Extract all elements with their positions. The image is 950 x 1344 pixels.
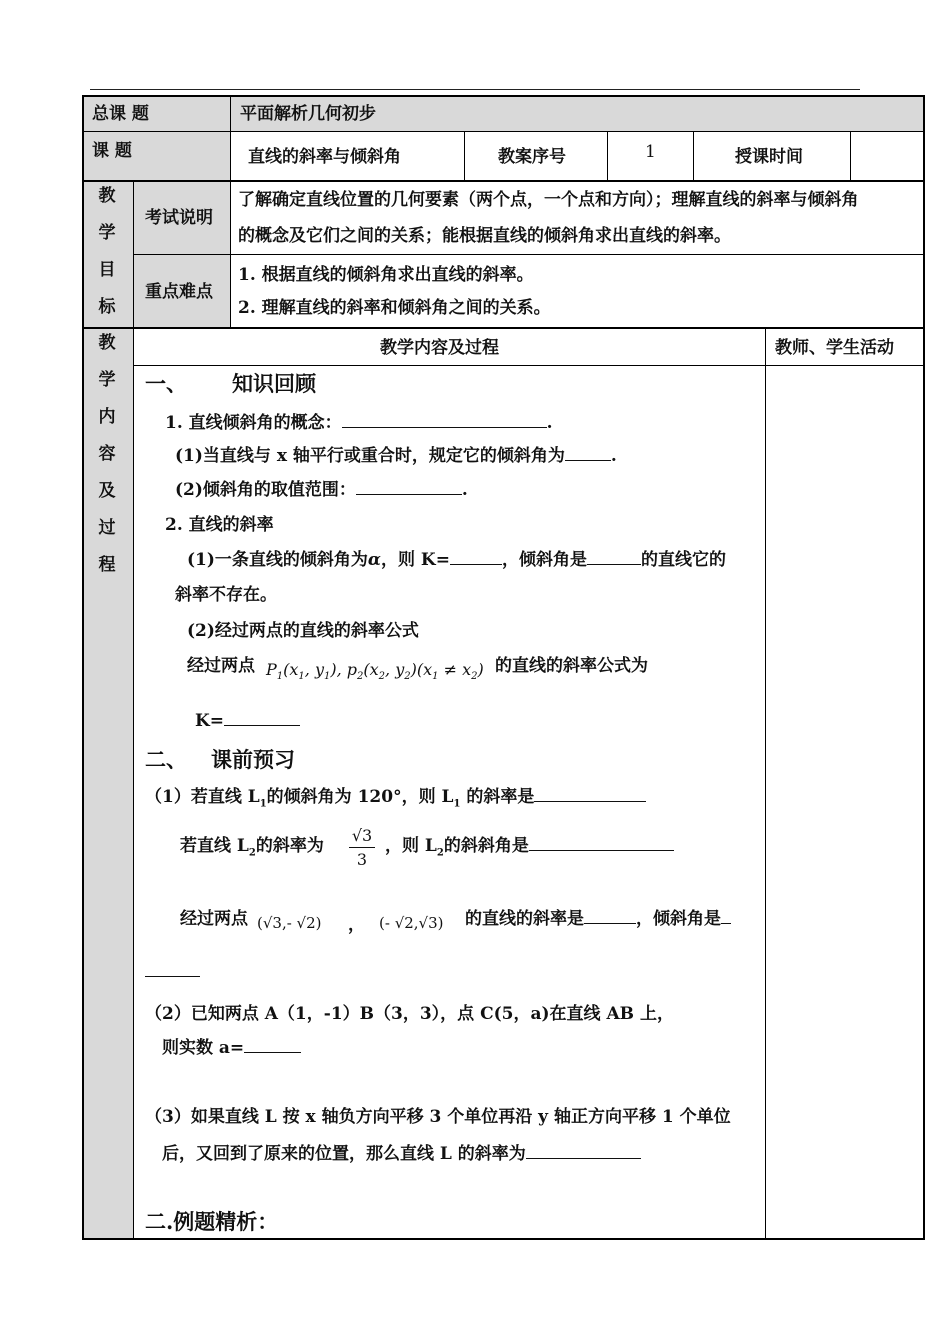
s1-item1-sub2: (2)倾斜角的取值范围： .: [175, 480, 468, 500]
topic-value: 直线的斜率与倾斜角: [248, 147, 401, 167]
q1-line3-wrap-blank: [145, 962, 200, 982]
exam-text-line2: 的概念及它们之间的关系；能根据直线的倾斜角求出直线的斜率。: [238, 226, 731, 246]
plan-no-label: 教案序号: [498, 147, 566, 167]
total-topic-label: 总课 题: [92, 104, 149, 124]
q1-fraction: √3 3: [347, 826, 377, 869]
time-label: 授课时间: [735, 147, 803, 167]
section1-number: 一、: [145, 371, 187, 396]
s1-item2: 2. 直线的斜率: [165, 515, 274, 535]
key-item-1: 1. 根据直线的倾斜角求出直线的斜率。: [238, 265, 534, 285]
exam-text-line1: 了解确定直线位置的几何要素（两个点，一个点和方向）；理解直线的斜率与倾斜角: [238, 190, 859, 210]
s1-item1-sub1: (1)当直线与 x 轴平行或重合时，规定它的倾斜角为 .: [175, 446, 617, 466]
content-header-main: 教学内容及过程: [380, 338, 499, 358]
s1-k: K=: [195, 711, 300, 731]
header-rule: [90, 89, 860, 90]
content-side-label: 教 学 内 容 及 过 程: [98, 333, 116, 575]
plan-no-value: 1: [645, 142, 656, 162]
q1-point-2: (- √2,√3): [379, 914, 444, 932]
s1-item2-sub1-cont: 斜率不存在。: [175, 585, 277, 605]
key-label: 重点难点: [145, 282, 213, 302]
s1-item2-sub1: (1)一条直线的倾斜角为α，则 K= ，倾斜角是 的直线它的: [187, 550, 726, 570]
section2-number: 二、: [145, 747, 187, 772]
q1-line2-b: ，则 $L_2$的斜斜角是: [385, 831, 674, 858]
q2-line1: （2）已知两点 A（1，-1）B（3，3），点 C(5，a)在直线 AB 上，: [145, 1004, 674, 1024]
total-topic-value: 平面解析几何初步: [240, 104, 376, 124]
s1-formula-suffix: 的直线的斜率公式为: [495, 656, 648, 676]
section3-title: 二.例题精析：: [145, 1209, 279, 1234]
s1-formula-prefix: 经过两点: [187, 656, 255, 676]
q1-line1: （1）若直线 $L_1$的倾斜角为 120°，则 $L_1$ 的斜率是: [145, 782, 646, 809]
goals-side-label: 教 学 目 标: [98, 186, 116, 317]
key-item-2: 2. 理解直线的斜率和倾斜角之间的关系。: [238, 298, 551, 318]
s1-item1: 1. 直线倾斜角的概念： .: [165, 413, 553, 433]
section1-title: 知识回顾: [232, 371, 316, 396]
q1-line3-b: 的直线的斜率是 ，倾斜角是: [465, 904, 731, 929]
content-header-side: 教师、学生活动: [775, 338, 894, 358]
exam-label: 考试说明: [145, 208, 213, 228]
two-point-formula: $P_1(x_1$, $y_1$), $p_2(x_2$, $y_2)(x_1 \ne x_2)$: [266, 660, 484, 683]
q1-point-1: (√3,- √2): [257, 914, 322, 932]
q1-line3-a: 经过两点: [180, 909, 248, 929]
q1-separator: ，: [348, 915, 365, 935]
topic-label: 课 题: [92, 141, 132, 161]
s1-item2-sub2: (2)经过两点的直线的斜率公式: [187, 621, 419, 641]
section2-title: 课前预习: [211, 747, 295, 772]
q2-line2: 则实数 a=: [162, 1033, 301, 1058]
q1-line2-a: 若直线 $L_2$的斜率为: [180, 836, 324, 859]
q3-line2: 后，又回到了原来的位置，那么直线 L 的斜率为: [162, 1139, 641, 1164]
row-shade-total-topic: [83, 96, 924, 132]
q3-line1: （3）如果直线 L 按 x 轴负方向平移 3 个单位再沿 y 轴正方向平移 1 个单位: [145, 1107, 731, 1127]
